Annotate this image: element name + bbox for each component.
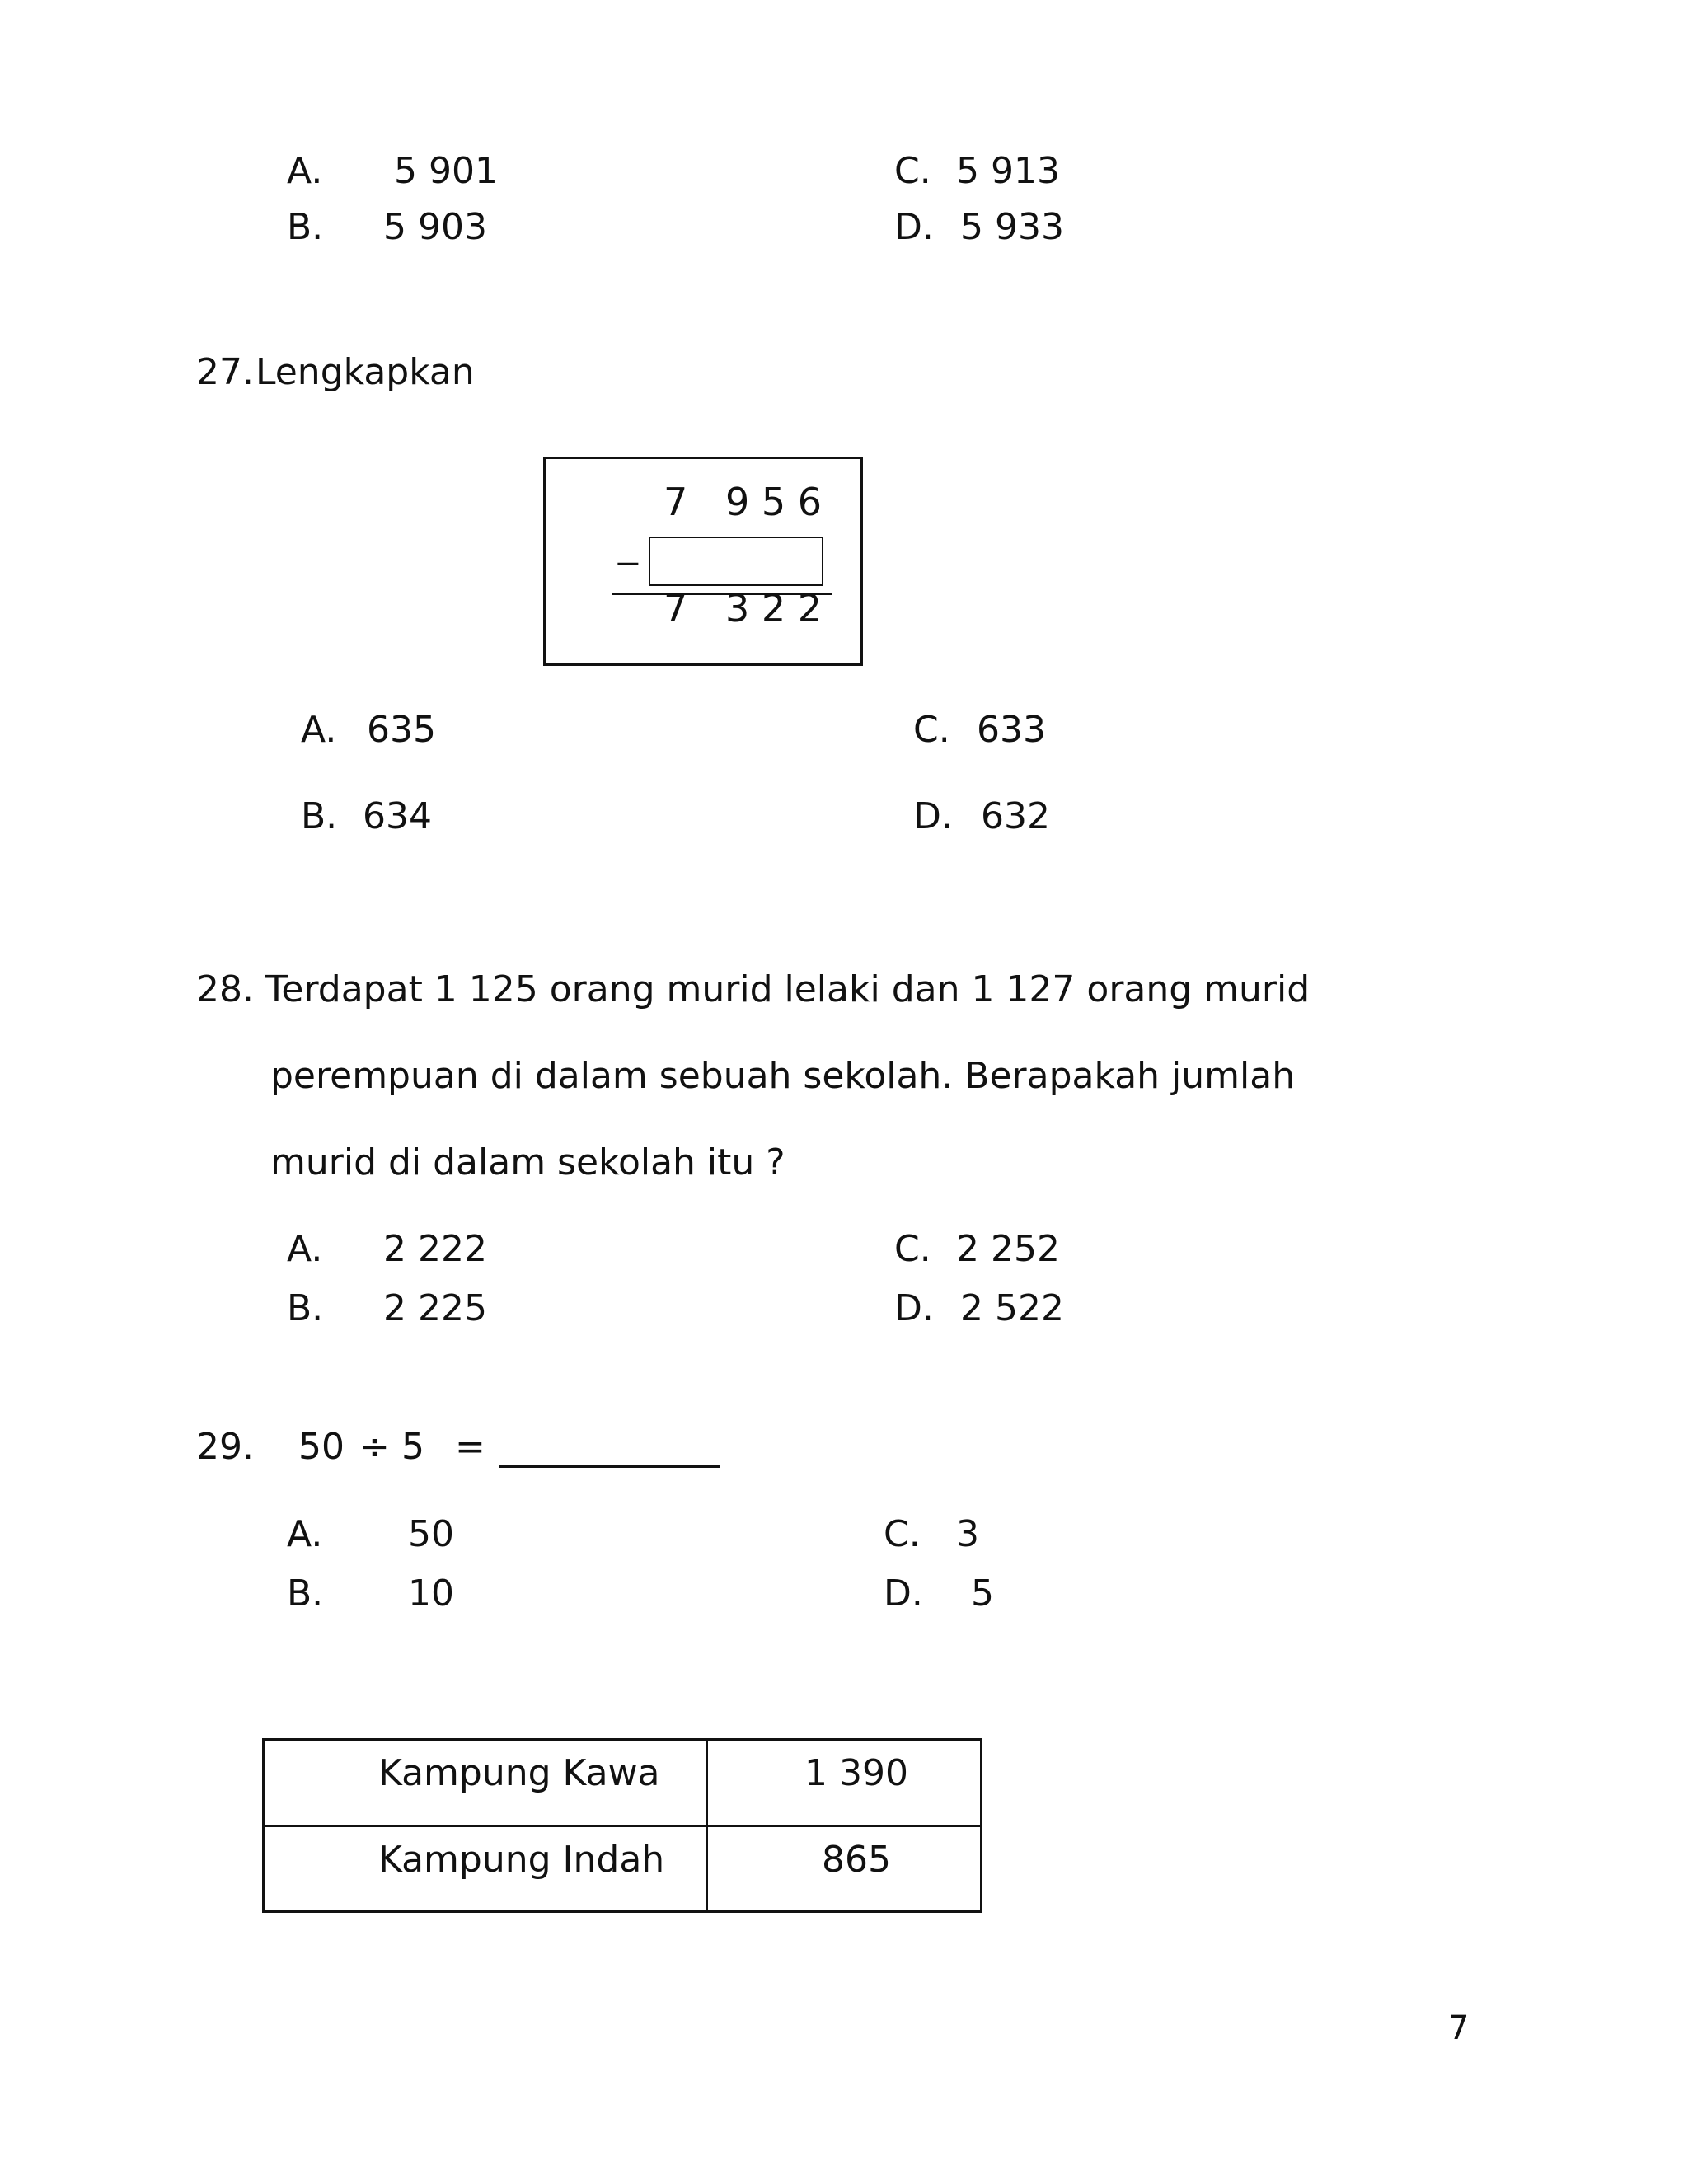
q28-number: 28.	[196, 968, 254, 1010]
q28-option-b-letter: B.	[287, 1287, 324, 1329]
q27-option-d-letter: D.	[913, 795, 953, 837]
minus-sign: −	[614, 545, 642, 583]
q29-option-b-value: 10	[408, 1572, 454, 1615]
q29-divisor: 5	[401, 1426, 424, 1468]
q29-option-a-letter: A.	[287, 1513, 323, 1555]
village-name-cell: Kampung Indah	[264, 1825, 707, 1912]
q28-option-a-letter: A.	[287, 1228, 323, 1270]
q28-option-a-value: 2 222	[383, 1228, 487, 1270]
q26-option-a-letter: A.	[287, 150, 323, 192]
q26-option-d-value: 5 933	[960, 206, 1064, 248]
q28-text-line1: Terdapat 1 125 orang murid lelaki dan 1 127 orang murid	[265, 968, 1311, 1010]
q27-number: 27.	[196, 351, 254, 393]
q27-option-c-letter: C.	[913, 709, 950, 751]
q28-option-c-letter: C.	[894, 1228, 931, 1270]
q27-option-d-value: 632	[981, 795, 1050, 837]
page-number: 7	[1448, 2009, 1470, 2047]
q26-option-c-value: 5 913	[956, 150, 1060, 192]
table-row	[264, 1825, 982, 1912]
village-name-cell: Kampung Kawa	[264, 1740, 707, 1826]
q27-option-a-value: 635	[367, 709, 436, 751]
q27-option-a-letter: A.	[301, 709, 337, 751]
q29-number: 29.	[196, 1426, 254, 1468]
q28-option-d-letter: D.	[894, 1287, 934, 1329]
q27-option-b-letter: B.	[301, 795, 338, 837]
q26-option-d-letter: D.	[894, 206, 934, 248]
q26-option-c-letter: C.	[894, 150, 931, 192]
q29-option-a-value: 50	[408, 1513, 454, 1555]
q29-option-c-letter: C.	[884, 1513, 921, 1555]
q28-text-line2: perempuan di dalam sebuah sekolah. Berapakah jumlah	[270, 1055, 1296, 1097]
village-table	[262, 1738, 982, 1913]
q27-option-b-value: 634	[363, 795, 432, 837]
minuend-digits: 9 5 6	[725, 480, 823, 524]
q27-option-c-value: 633	[977, 709, 1046, 751]
q27-prompt: Lengkapkan	[256, 351, 475, 393]
answer-blank-box	[649, 537, 823, 586]
q28-option-c-value: 2 252	[956, 1228, 1060, 1270]
q29-option-d-value: 5	[971, 1572, 994, 1615]
village-value-cell: 865	[707, 1825, 982, 1912]
q28-option-d-value: 2 522	[960, 1287, 1064, 1329]
q29-equals-sign: =	[455, 1426, 485, 1468]
q29-divide-sign: ÷	[359, 1426, 390, 1468]
q29-option-c-value: 3	[956, 1513, 979, 1555]
q29-option-b-letter: B.	[287, 1572, 324, 1615]
q29-option-d-letter: D.	[884, 1572, 923, 1615]
q28-text-line3: murid di dalam sekolah itu ?	[270, 1141, 785, 1183]
q28-option-b-value: 2 225	[383, 1287, 487, 1329]
minuend-thousands: 7	[663, 480, 688, 524]
difference-digits: 3 2 2	[725, 586, 823, 630]
village-value-cell: 1 390	[707, 1740, 982, 1826]
q26-option-a-value: 5 901	[394, 150, 498, 192]
difference-thousands: 7	[663, 586, 688, 630]
q29-answer-line	[499, 1465, 720, 1468]
table-row	[264, 1740, 982, 1826]
q26-option-b-letter: B.	[287, 206, 324, 248]
q26-option-b-value: 5 903	[383, 206, 487, 248]
q29-dividend: 50	[298, 1426, 345, 1468]
